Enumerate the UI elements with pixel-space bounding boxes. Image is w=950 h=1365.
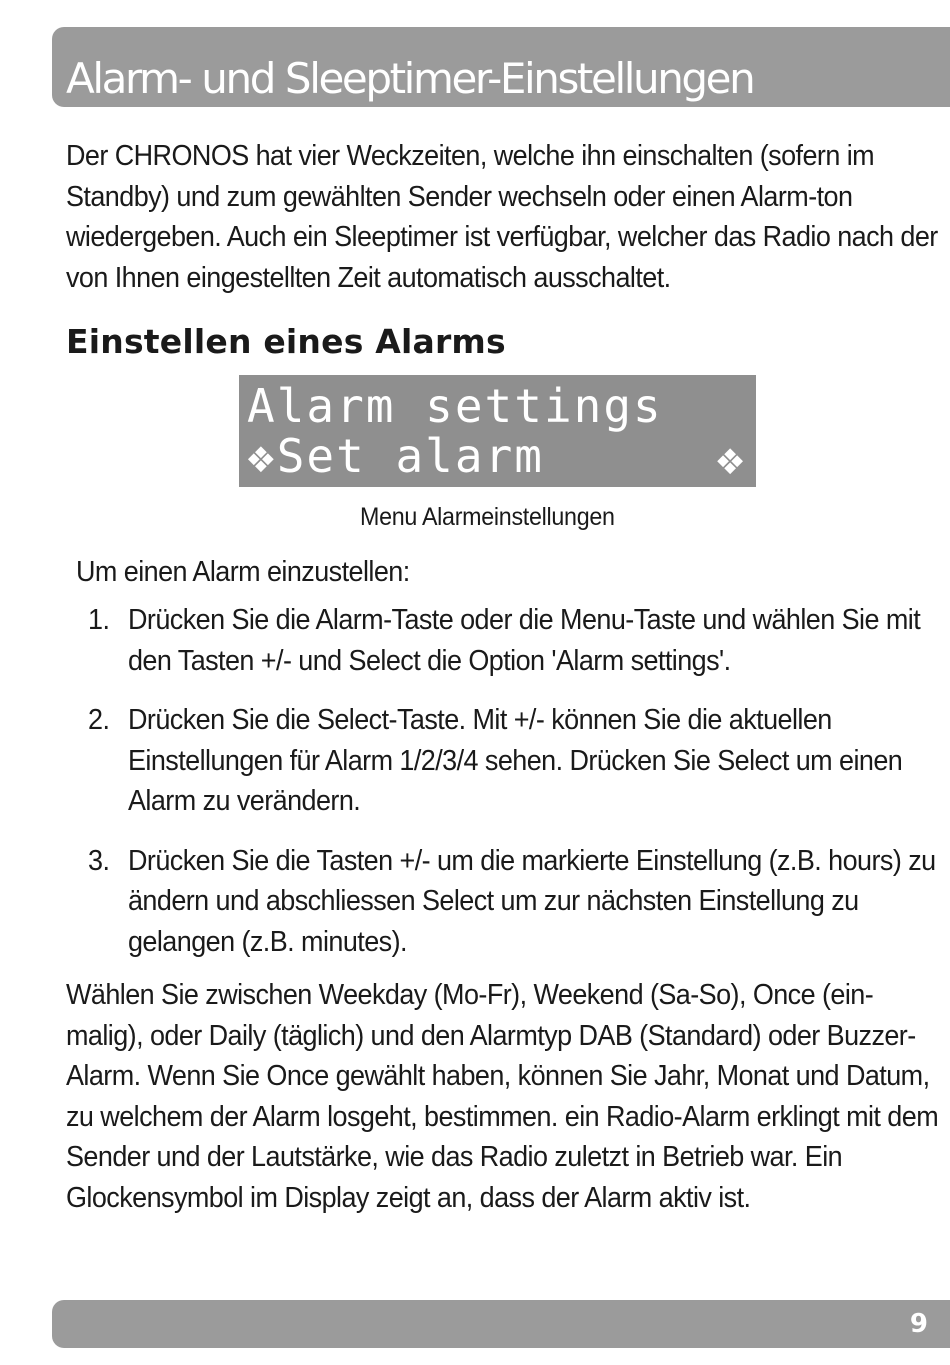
closing-paragraph: Wählen Sie zwischen Weekday (Mo-Fr), Weekend (Sa-So), Once (ein-malig), oder Daily (täglich) und den Alarmtyp DAB (Standard) oder Buzzer-Alarm. Wenn Sie Once gewählt haben, können Sie Jahr, Monat und Datum, zu welchem der Alarm losgeht, bestimmen. ein Radio-Alarm erklingt mit dem Sender und der Lautstärke, wie das Radio zuletzt in Betrieb war. Ein Glockensymbol im Display zeigt an, dass der Alarm aktiv ist. [66,979,939,1214]
section-heading: Einstellen eines Alarms [66,322,506,361]
arrow-right-icon: ❖ [716,431,744,485]
lcd-line-2-text: Set alarm [276,429,544,483]
lcd-display [239,375,756,487]
page-number: 9 [909,1309,928,1339]
step-number: 1. [88,604,110,636]
steps-intro: Um einen Alarm einzustellen: [76,556,410,588]
footer-bar [52,1300,950,1348]
lcd-line-2 [247,429,544,483]
step-text: Drücken Sie die Select-Taste. Mit +/- können Sie die aktuellen Einstellungen für Alarm 1/2/3/4 sehen. Drücken Sie Select um einen Alarm zu verändern. [127,704,903,817]
section-title-bar [52,27,950,107]
list-item [88,600,944,681]
page-title: Alarm- und Sleeptimer-Einstellungen [66,54,754,103]
step-text: Drücken Sie die Tasten +/- um die markierte Einstellung (z.B. hours) zu ändern und abschliessen Select um zur nächsten Einstellung zu gelangen (z.B. minutes). [127,844,936,958]
list-item [88,700,944,822]
steps-list [88,600,944,981]
lcd-line-1: Alarm settings [247,379,663,433]
list-item [88,841,944,963]
display-caption: Menu Alarmeinstellungen [360,503,615,531]
step-number: 3. [88,844,110,877]
step-number: 2. [88,704,110,736]
step-text: Drücken Sie die Alarm-Taste oder die Menu-Taste und wählen Sie mit den Tasten +/- und Select die Option 'Alarm settings'. [127,604,921,677]
arrow-left-icon: ❖ [247,429,277,483]
intro-paragraph: Der CHRONOS hat vier Weckzeiten, welche ihn einschalten (sofern im Standby) und zum gewählten Sender wechseln oder einen Alarm-ton wiedergeben. Auch ein Sleeptimer ist verfügbar, welcher das Radio nach der von Ihnen eingestellten Zeit automatisch ausschaltet. [66,140,938,294]
